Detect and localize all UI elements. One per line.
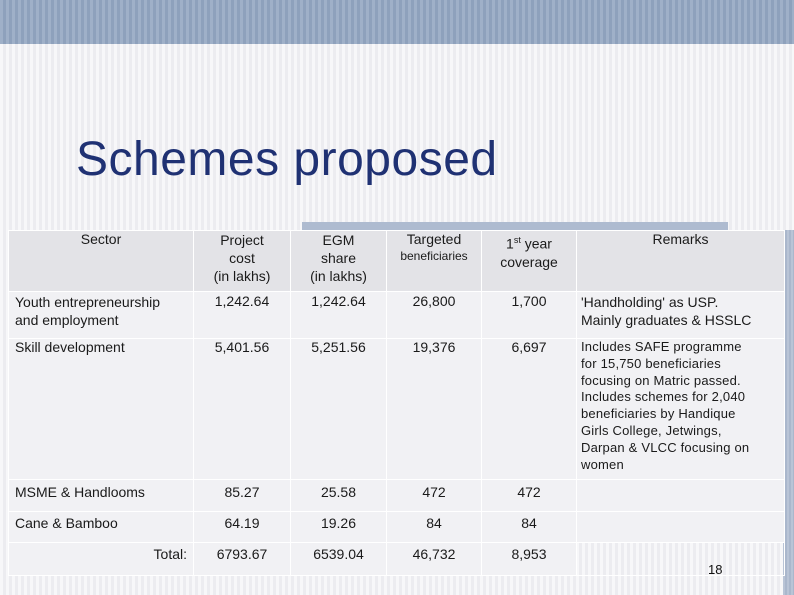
header-egm-share: EGM share (in lakhs) [291,231,387,292]
header-targeted-beneficiaries: Targeted beneficiaries [387,231,482,292]
cell-project-cost: 5,401.56 [194,339,291,480]
cell-sector: Cane & Bamboo [9,512,194,543]
cell-first-year: 84 [482,512,577,543]
total-targeted: 46,732 [387,543,482,576]
cell-first-year: 1,700 [482,292,577,339]
cell-remarks [577,512,785,543]
schemes-table [8,230,785,576]
header-row [9,231,785,292]
cell-targeted: 26,800 [387,292,482,339]
table-row [9,339,785,480]
header-sector: Sector [9,231,194,292]
table-row [9,512,785,543]
total-egm-share: 6539.04 [291,543,387,576]
header-project-cost: Project cost (in lakhs) [194,231,291,292]
total-row [9,543,785,576]
cell-first-year: 472 [482,480,577,512]
cell-egm-share: 25.58 [291,480,387,512]
cell-remarks [577,480,785,512]
title-rule [302,222,728,230]
cell-targeted: 19,376 [387,339,482,480]
cell-project-cost: 64.19 [194,512,291,543]
header-remarks: Remarks [577,231,785,292]
cell-targeted: 472 [387,480,482,512]
cell-project-cost: 85.27 [194,480,291,512]
slide-title: Schemes proposed [76,133,498,186]
header-band [0,0,794,44]
header-first-year-coverage: 1st year coverage [482,231,577,292]
page-number: 18 [708,562,723,577]
cell-sector: Skill development [9,339,194,480]
cell-remarks: Includes SAFE programme for 15,750 beneficiaries focusing on Matric passed. Includes schemes for 2,040 beneficiaries by Handique Girls College, Jetwings, Darpan & VLCC focusing on women [577,339,785,480]
cell-egm-share: 19.26 [291,512,387,543]
total-first-year: 8,953 [482,543,577,576]
cell-first-year: 6,697 [482,339,577,480]
cell-egm-share: 1,242.64 [291,292,387,339]
cell-sector: MSME & Handlooms [9,480,194,512]
cell-project-cost: 1,242.64 [194,292,291,339]
cell-targeted: 84 [387,512,482,543]
cell-remarks: 'Handholding' as USP. Mainly graduates & HSSLC [577,292,785,339]
total-project-cost: 6793.67 [194,543,291,576]
total-remarks-empty [577,543,785,576]
table-row [9,480,785,512]
cell-sector: Youth entrepreneurship and employment [9,292,194,339]
table-row [9,292,785,339]
total-label: Total: [9,543,194,576]
cell-egm-share: 5,251.56 [291,339,387,480]
